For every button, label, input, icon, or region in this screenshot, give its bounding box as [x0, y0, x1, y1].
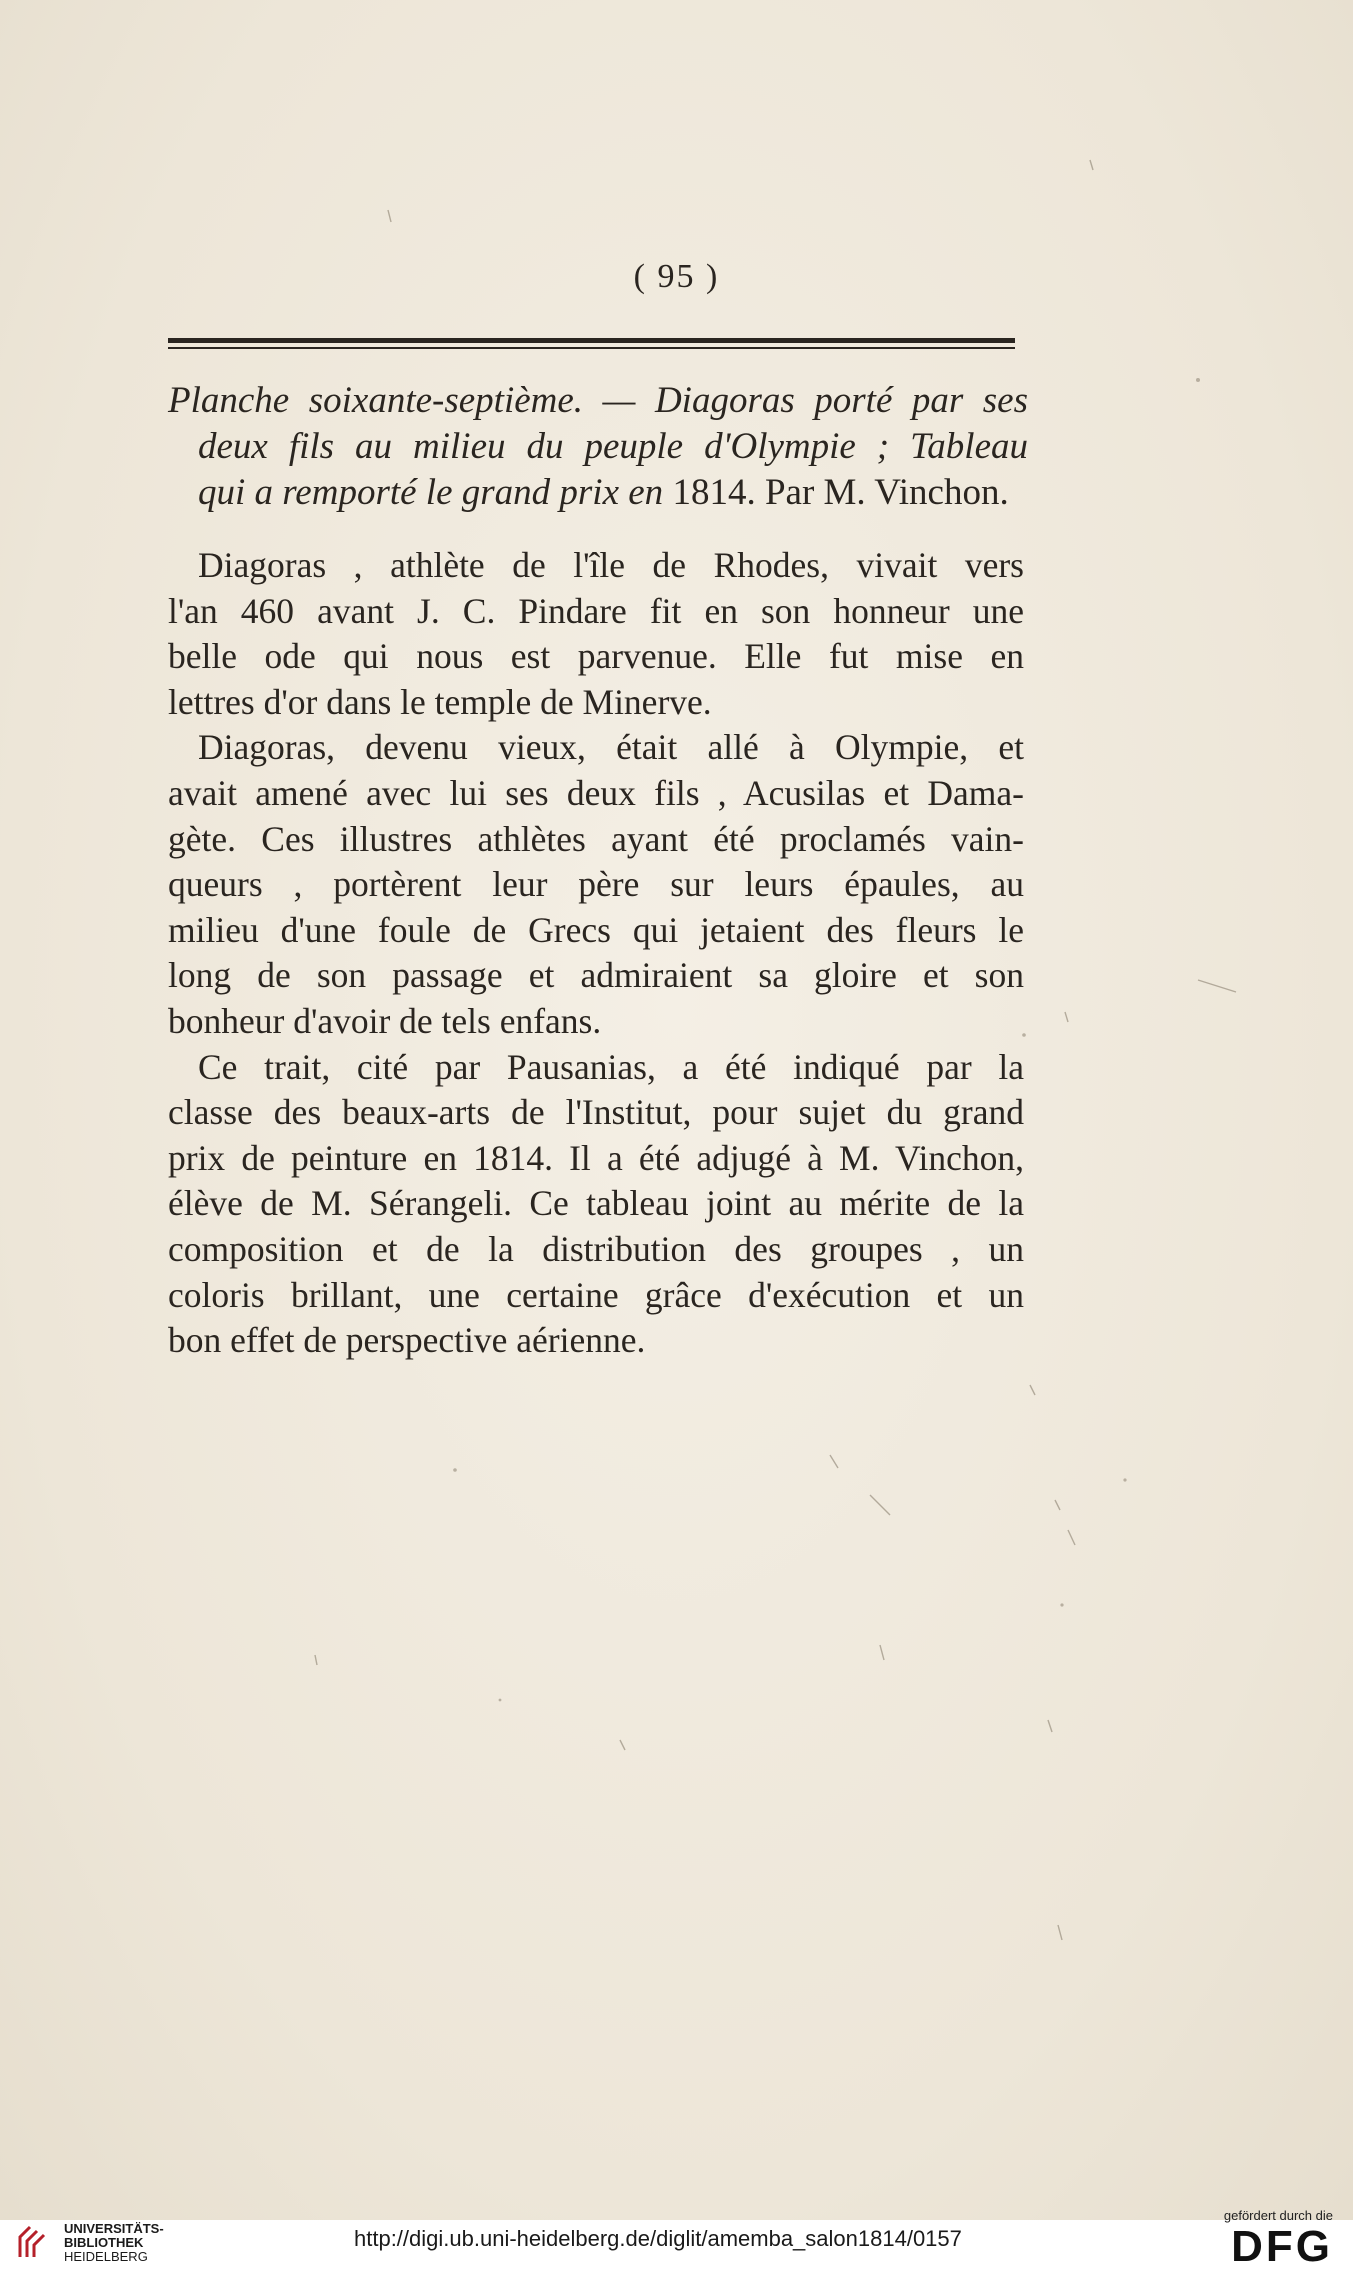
- text-line: avait amené avec lui ses deux fils , Acusilas et Dama-: [168, 772, 1024, 813]
- text-line: bonheur d'avoir de tels enfans.: [168, 1000, 602, 1041]
- source-url[interactable]: http://digi.ub.uni-heidelberg.de/diglit/amemba_salon1814/0157: [354, 2226, 962, 2251]
- text-line: élève de M. Sérangeli. Ce tableau joint au mérite de la: [168, 1183, 1024, 1224]
- text-line: long de son passage et admiraient sa gloire et son: [168, 955, 1024, 996]
- heading-line: Planche soixante-septième. — Diagoras porté par ses: [168, 380, 1028, 421]
- page-number: ( 95 ): [633, 258, 720, 295]
- text-line: milieu d'une foule de Grecs qui jetaient des fleurs le: [168, 909, 1024, 950]
- university-library-logo-icon: [14, 2223, 54, 2263]
- text-line: queurs , portèrent leur père sur leurs épaules, au: [168, 864, 1024, 905]
- dfg-logo: DFG: [1231, 2222, 1333, 2271]
- library-name-line: HEIDELBERG: [64, 2249, 148, 2264]
- library-name-line: UNIVERSITÄTS-: [64, 2221, 164, 2236]
- body-text: [168, 543, 1024, 1364]
- text-line: classe des beaux-arts de l'Institut, pour sujet du grand: [168, 1092, 1024, 1133]
- text-line: l'an 460 avant J. C. Pindare fit en son honneur une: [168, 590, 1024, 631]
- heading-line: deux fils au milieu du peuple d'Olympie ; Tableau: [198, 426, 1028, 467]
- heading-line: [168, 470, 1028, 516]
- text-line: composition et de la distribution des groupes , un: [168, 1228, 1024, 1269]
- text-line: belle ode qui nous est parvenue. Elle fut mise en: [168, 636, 1024, 677]
- paragraph: [168, 725, 1024, 1044]
- funded-by-label: gefördert durch die: [1223, 2208, 1333, 2223]
- plate-heading: [168, 378, 1028, 516]
- header-rule-thick: [168, 338, 1015, 343]
- text-line: bon effet de perspective aérienne.: [168, 1320, 646, 1361]
- text-line: Diagoras , athlète de l'île de Rhodes, vivait vers: [198, 545, 1024, 585]
- header-rule-thin: [168, 347, 1015, 349]
- text-line: gète. Ces illustres athlètes ayant été proclamés vain-: [168, 818, 1024, 859]
- library-name: [64, 2222, 164, 2264]
- text-line: prix de peinture en 1814. Il a été adjugé à M. Vinchon,: [168, 1137, 1024, 1178]
- paragraph: [168, 543, 1024, 725]
- heading-roman-part: 1814. Par M. Vinchon.: [672, 472, 1009, 513]
- text-line: Diagoras, devenu vieux, était allé à Olympie, et: [198, 727, 1024, 768]
- library-name-line: BIBLIOTHEK: [64, 2235, 144, 2250]
- text-line: lettres d'or dans le temple de Minerve.: [168, 681, 712, 722]
- text-line: Ce trait, cité par Pausanias, a été indiqué par la: [198, 1046, 1024, 1087]
- heading-italic-part: qui a remporté le grand prix en: [198, 472, 673, 513]
- paragraph: [168, 1045, 1024, 1364]
- text-line: coloris brillant, une certaine grâce d'exécution et un: [168, 1274, 1024, 1315]
